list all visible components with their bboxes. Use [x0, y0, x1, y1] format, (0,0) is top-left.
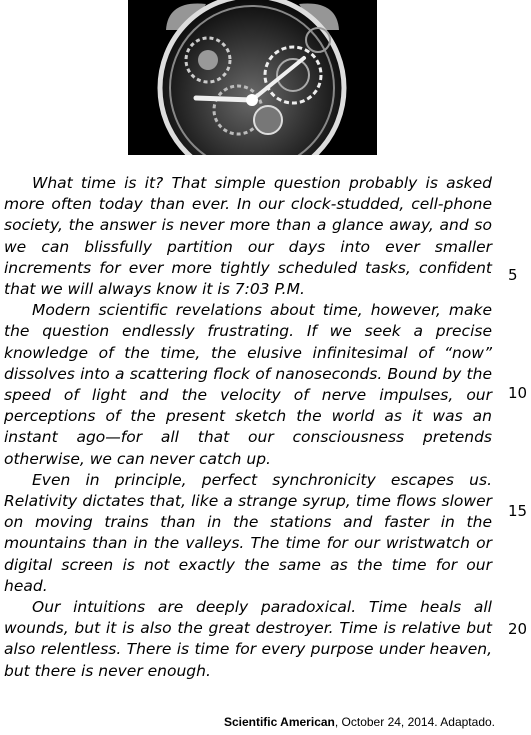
paragraph-3: Even in principle, perfect synchronicity escapes us. Relativity dictates that, like a strange syrup, time flows slower on moving trains than in the stations and faster in the mountains than in the valleys. The time for our wristwatch or digital screen is not exactly the same as the time for our head.: [4, 470, 492, 595]
xray-clock-image: [128, 0, 377, 155]
paragraph-1: What time is it? That simple question probably is asked more often today than ever. In our clock-studded, cell-phone society, the answer is never more than a glance away, and so we can blissfully partition our days into ever smaller increments for ever more tightly scheduled tasks, confident that we will always know it is 7:03 P.M.: [4, 174, 492, 299]
line-number-5: 5: [508, 266, 518, 284]
paragraph-2: Modern scientific revelations about time, however, make the question endlessly frustrating. If we seek a precise knowledge of the time, the elusive infinitesimal of “now” dissolves into a scattering flock of nanoseconds. Bound by the speed of light and the velocity of nerve impulses, our perceptions of the present sketch the world as it was an instant ago—for all that our consciousness pretends otherwise, we can never catch up.: [4, 301, 492, 468]
source-citation: [224, 715, 495, 729]
paragraph-4: Our intuitions are deeply paradoxical. Time heals all wounds, but it is also the great destroyer. Time is relative but also relentless. There is time for every purpose under heaven, but there is never enough.: [4, 598, 492, 680]
line-number-10: 10: [508, 384, 528, 402]
article-text: [4, 173, 492, 682]
line-number-20: 20: [508, 620, 528, 638]
line-number-15: 15: [508, 502, 528, 520]
source-publication: Scientific American: [223, 715, 335, 729]
source-details: , October 24, 2014. Adaptado.: [334, 715, 495, 729]
